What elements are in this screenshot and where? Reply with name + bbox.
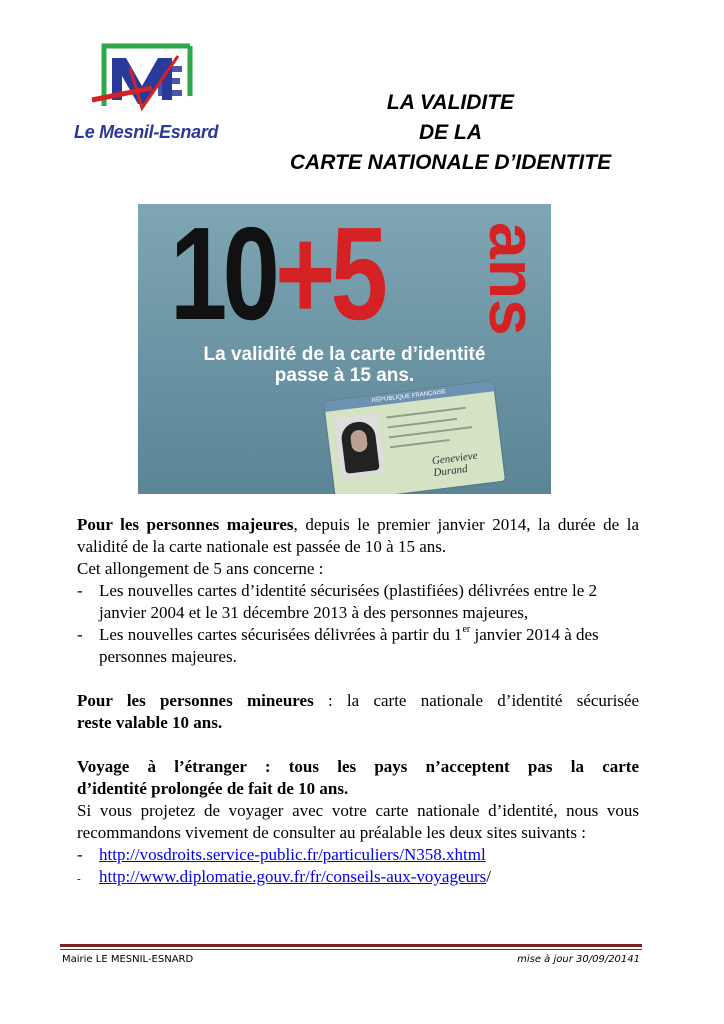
banner-big-number: [170, 204, 384, 347]
page-title: [238, 88, 663, 178]
id-card-signature: Genevieve Durand: [431, 449, 479, 480]
footer-right: mise à jour 30/09/20141: [517, 954, 640, 965]
list-item: - Les nouvelles cartes sécurisées délivrées à partir du 1er janvier 2014 à des personnes majeures.: [77, 624, 599, 666]
majeures-text-1: , depuis le premier janvier 2014, la durée: [293, 515, 596, 534]
banner-ans: ans: [476, 222, 550, 336]
list-item: - http://www.diplomatie.gouv.fr/fr/conseils-aux-voyageurs/: [77, 867, 492, 886]
validity-banner-image: [138, 204, 551, 494]
document-body: [77, 514, 639, 890]
footer-left: Mairie LE MESNIL-ESNARD: [62, 954, 194, 965]
mineures-heading: Pour les personnes mineures: [77, 691, 314, 710]
section-majeures: [77, 514, 639, 580]
mineures-conclusion: reste valable 10 ans.: [77, 713, 223, 732]
title-line-1: LA VALIDITE: [386, 91, 515, 114]
mineures-conclusion-line: [77, 712, 639, 734]
town-name: Le Mesnil-Esnard: [74, 122, 219, 142]
footer-rule-thin: [60, 949, 642, 950]
majeures-bullet-2b: janvier 2014 à des personnes majeures.: [99, 625, 599, 666]
voyage-text: Si vous projetez de voyager avec votre carte nationale d’identité, nous vous recommandons vivement de consulter au préalable les deux sites suivants :: [77, 801, 639, 842]
section-mineures: [77, 690, 639, 712]
link-vosdroits[interactable]: http://vosdroits.service-public.fr/particuliers/N358.xhtml: [99, 845, 486, 864]
majeures-bullet-2a: Les nouvelles cartes sécurisées délivrées à partir du 1: [99, 625, 463, 644]
title-line-3: CARTE NATIONALE D’IDENTITE: [289, 151, 612, 174]
voyage-heading-line-2: [77, 778, 639, 800]
town-logo: [70, 38, 230, 148]
majeures-text-3: Cet allongement de 5 ans concerne :: [77, 559, 324, 578]
superscript-er: er: [462, 624, 471, 635]
id-card-photo: [334, 414, 385, 479]
banner-plus-five: +5: [275, 204, 384, 347]
voyage-heading-1: Voyage à l’étranger : tous les pays n’acceptent pas la carte: [77, 757, 639, 776]
banner-subtitle-line-2: passe à 15 ans.: [274, 365, 415, 386]
voyage-heading-2: d’identité prolongée de fait de 10 ans.: [77, 779, 349, 798]
id-card-header: RÉPUBLIQUE FRANÇAISE: [324, 381, 494, 412]
majeures-bullet-1: Les nouvelles cartes d’identité sécurisées (plastifiées) délivrées entre le 2 janvier 2004 et le 31 décembre 2013 à des personnes majeures,: [99, 581, 597, 622]
section-voyage: [77, 756, 639, 778]
list-item: - http://vosdroits.service-public.fr/particuliers/N358.xhtml: [77, 845, 486, 864]
link-diplomatie[interactable]: http://www.diplomatie.gouv.fr/fr/conseils-aux-voyageurs: [99, 867, 487, 886]
banner-subtitle: [138, 344, 551, 386]
banner-ten: 10: [170, 204, 276, 347]
mineures-text: : la carte nationale d’identité sécurisée: [313, 691, 639, 710]
banner-subtitle-line-1: La validité de la carte d’identité: [203, 344, 486, 365]
list-item: - Les nouvelles cartes d’identité sécurisées (plastifiées) délivrées entre le 2 janvier 2004 et le 31 décembre 2013 à des personnes majeures,: [77, 581, 597, 622]
title-line-2: DE LA: [419, 121, 482, 144]
footer-rule-thick: [60, 944, 642, 947]
majeures-heading: Pour les personnes majeures: [77, 515, 294, 534]
majeures-text-2: de la validité de la carte nationale est passée de 10 à 15 ans.: [77, 515, 639, 556]
id-card-illustration: [324, 381, 505, 494]
link-diplomatie-suffix: /: [486, 867, 492, 886]
mesnil-esnard-logo-icon: [82, 38, 202, 123]
